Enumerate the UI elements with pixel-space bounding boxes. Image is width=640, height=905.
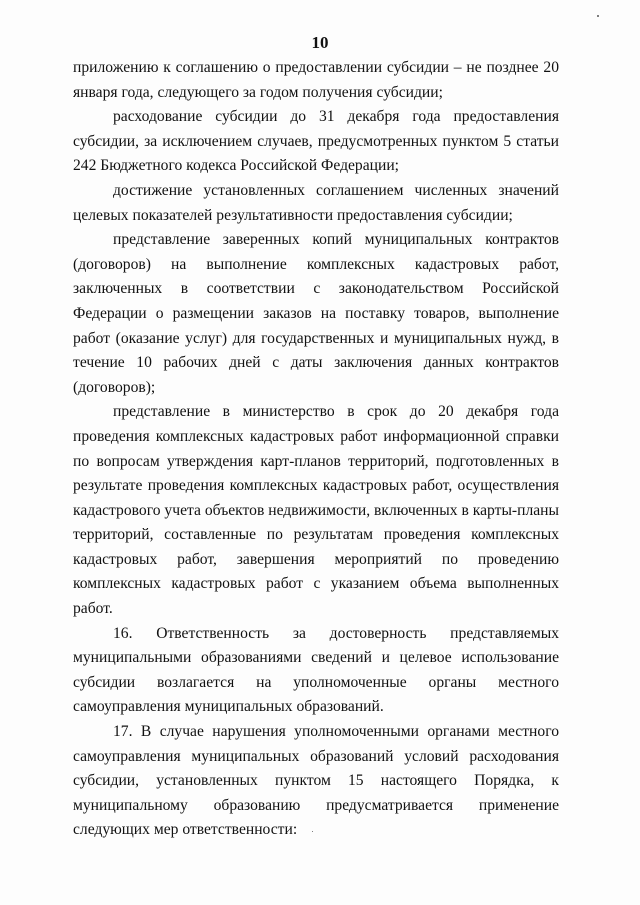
paragraph-item-17-violations: 17. В случае нарушения уполномоченными органами местного самоуправления муниципальных образований условий расходования субсидии, установленных пунктом 15 настоящего Порядка, к муниципальному образованию предусматривается применение следующих мер ответственности:	[73, 723, 559, 839]
scan-speck	[597, 15, 599, 17]
paragraph-information-report: представление в министерство в срок до 20 декабря года проведения комплексных кадастровых работ информационной справки по вопросам утверждения карт-планов территорий, подготовленных в результате проведения комплексных кадастровых работ, осуществления кадастрового учета объектов недвижимости, включенных в карты-планы территорий, составленные по результатам проведения комплексных кадастровых работ, завершения мероприятий по проведению комплексных кадастровых работ с указанием объема выполненных работ.	[73, 403, 559, 618]
paragraph-item-16-responsibility: 16. Ответственность за достоверность представляемых муниципальными образованиями сведений и целевое использование субсидии возлагается на уполномоченные органы местного самоуправления муниципальных образований.	[73, 624, 559, 716]
paragraph-contract-copies: представление заверенных копий муниципальных контрактов (договоров) на выполнение комплексных кадастровых работ, заключенных в соответствии с законодательством Российской Федерации о размещении заказов на поставку товаров, выполнение работ (оказание услуг) для государственных и муниципальных нужд, в течение 10 рабочих дней с даты заключения данных контрактов (договоров);	[73, 231, 559, 396]
paragraph-subsidy-spending: расходование субсидии до 31 декабря года предоставления субсидии, за исключением случаев, предусмотренных пунктом 5 статьи 242 Бюджетного кодекса Российской Федерации;	[73, 108, 559, 175]
scan-speck	[312, 831, 313, 832]
paragraph-deadline-report: приложению к соглашению о предоставлении субсидии – не позднее 20 января года, следующего за годом получения субсидии;	[73, 59, 559, 101]
paragraph-target-indicators: достижение установленных соглашением численных значений целевых показателей результативности предоставления субсидии;	[73, 181, 559, 224]
document-body	[73, 56, 559, 843]
page-number: 10	[311, 33, 329, 52]
